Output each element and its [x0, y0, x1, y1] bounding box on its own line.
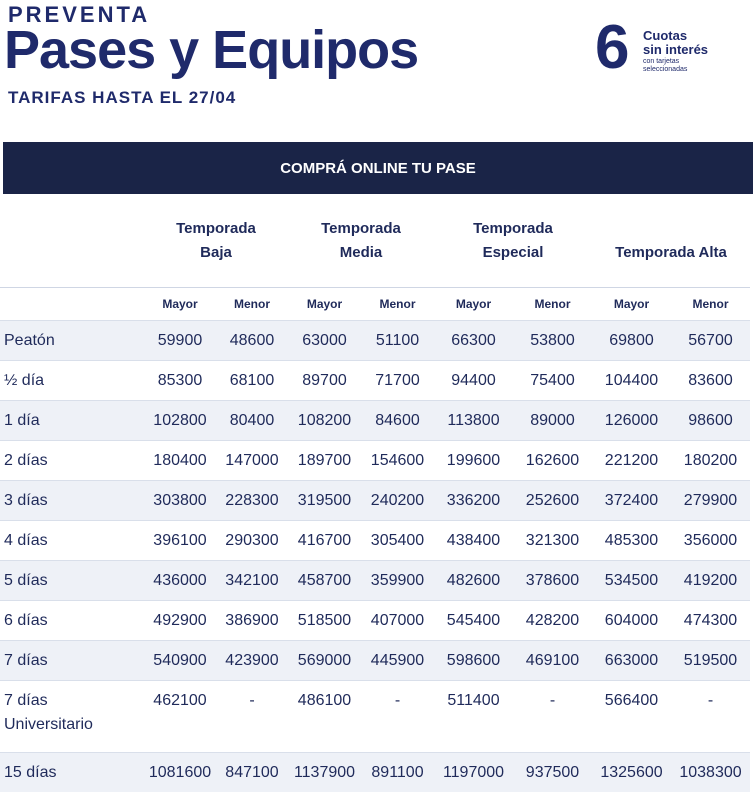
installments-promo [595, 20, 745, 90]
price-cell: 154600 [361, 441, 434, 481]
price-cell: 89700 [288, 361, 361, 401]
price-cell: 372400 [592, 481, 671, 521]
price-cell: 240200 [361, 481, 434, 521]
price-cell: 180200 [671, 441, 750, 481]
row-label: Peatón [0, 321, 144, 361]
age-header: Mayor [434, 288, 513, 321]
price-cell: 419200 [671, 561, 750, 601]
table-row [0, 641, 750, 681]
price-cell: 303800 [144, 481, 216, 521]
price-cell: 342100 [216, 561, 288, 601]
price-cell: 569000 [288, 641, 361, 681]
price-cell: 407000 [361, 601, 434, 641]
promo-line-4: seleccionadas [643, 66, 687, 73]
price-cell: 319500 [288, 481, 361, 521]
price-cell: 75400 [513, 361, 592, 401]
table-row [0, 401, 750, 441]
table-row [0, 521, 750, 561]
price-cell: 252600 [513, 481, 592, 521]
promo-number: 6 [595, 16, 629, 80]
price-cell: 126000 [592, 401, 671, 441]
price-cell: 428200 [513, 601, 592, 641]
price-cell: 89000 [513, 401, 592, 441]
price-cell: 83600 [671, 361, 750, 401]
price-cell: 462100 [144, 681, 216, 753]
row-label: 3 días [0, 481, 144, 521]
price-cell: 604000 [592, 601, 671, 641]
table-row [0, 361, 750, 401]
table-row [0, 481, 750, 521]
row-label: 4 días [0, 521, 144, 561]
price-cell: 937500 [513, 753, 592, 792]
price-cell: - [216, 681, 288, 753]
age-header: Mayor [592, 288, 671, 321]
price-cell: 71700 [361, 361, 434, 401]
price-cell: 445900 [361, 641, 434, 681]
price-cell: 84600 [361, 401, 434, 441]
age-header: Mayor [288, 288, 361, 321]
price-cell: 189700 [288, 441, 361, 481]
header-subtitle: TARIFAS HASTA EL 27/04 [8, 88, 236, 108]
price-cell: 486100 [288, 681, 361, 753]
price-cell: 305400 [361, 521, 434, 561]
price-cell: 113800 [434, 401, 513, 441]
price-cell: 290300 [216, 521, 288, 561]
price-cell: 534500 [592, 561, 671, 601]
age-header: Mayor [144, 288, 216, 321]
season-header-baja: Temporada Baja [144, 195, 288, 288]
price-cell: 566400 [592, 681, 671, 753]
price-cell: 423900 [216, 641, 288, 681]
price-cell: 485300 [592, 521, 671, 561]
price-cell: 519500 [671, 641, 750, 681]
age-header: Menor [361, 288, 434, 321]
price-cell: 1081600 [144, 753, 216, 792]
price-cell: 102800 [144, 401, 216, 441]
age-header: Menor [513, 288, 592, 321]
price-cell: 359900 [361, 561, 434, 601]
price-cell: 321300 [513, 521, 592, 561]
price-cell: 147000 [216, 441, 288, 481]
price-cell: 51100 [361, 321, 434, 361]
price-cell: 482600 [434, 561, 513, 601]
price-cell: 891100 [361, 753, 434, 792]
price-cell: 847100 [216, 753, 288, 792]
price-cell: 1137900 [288, 753, 361, 792]
price-cell: 94400 [434, 361, 513, 401]
buy-online-button[interactable]: COMPRÁ ONLINE TU PASE [3, 142, 753, 194]
page-title: Pases y Equipos [4, 20, 418, 80]
row-label: 5 días [0, 561, 144, 601]
price-cell: 438400 [434, 521, 513, 561]
price-cell: 663000 [592, 641, 671, 681]
price-cell: 458700 [288, 561, 361, 601]
price-cell: 598600 [434, 641, 513, 681]
price-cell: 1197000 [434, 753, 513, 792]
row-label: 1 día [0, 401, 144, 441]
table-row [0, 321, 750, 361]
price-cell: 56700 [671, 321, 750, 361]
price-cell: 469100 [513, 641, 592, 681]
price-cell: 356000 [671, 521, 750, 561]
table-row [0, 753, 750, 792]
table-row [0, 561, 750, 601]
price-cell: 1325600 [592, 753, 671, 792]
row-label: 7 días Universitario [0, 681, 144, 753]
season-header-alta: Temporada Alta [592, 195, 750, 288]
price-cell: 228300 [216, 481, 288, 521]
price-cell: 378600 [513, 561, 592, 601]
price-cell: 492900 [144, 601, 216, 641]
price-cell: - [671, 681, 750, 753]
price-cell: 199600 [434, 441, 513, 481]
table-row [0, 681, 750, 753]
age-header-row [0, 288, 750, 321]
row-label: 6 días [0, 601, 144, 641]
season-header-especial: Temporada Especial [434, 195, 592, 288]
price-cell: 80400 [216, 401, 288, 441]
price-cell: 279900 [671, 481, 750, 521]
price-cell: 104400 [592, 361, 671, 401]
price-cell: 180400 [144, 441, 216, 481]
season-header-media: Temporada Media [288, 195, 434, 288]
price-cell: 85300 [144, 361, 216, 401]
price-cell: 68100 [216, 361, 288, 401]
price-cell: - [513, 681, 592, 753]
price-cell: 221200 [592, 441, 671, 481]
promo-line-2: sin interés [643, 42, 708, 57]
promo-line-1: Cuotas [643, 28, 687, 43]
price-cell: 162600 [513, 441, 592, 481]
corner-cell [0, 288, 144, 321]
price-cell: 511400 [434, 681, 513, 753]
price-cell: 69800 [592, 321, 671, 361]
row-label: 2 días [0, 441, 144, 481]
header-kicker: PREVENTA [8, 2, 150, 28]
age-header: Menor [216, 288, 288, 321]
promo-line-3: con tarjetas [643, 58, 679, 65]
price-cell: 48600 [216, 321, 288, 361]
price-cell: 336200 [434, 481, 513, 521]
table-row [0, 601, 750, 641]
price-cell: 545400 [434, 601, 513, 641]
row-label: ½ día [0, 361, 144, 401]
season-header-row [0, 195, 750, 288]
corner-cell [0, 195, 144, 288]
row-label: 7 días [0, 641, 144, 681]
row-label: 15 días [0, 753, 144, 792]
price-cell: 396100 [144, 521, 216, 561]
price-cell: 108200 [288, 401, 361, 441]
price-cell: 59900 [144, 321, 216, 361]
price-cell: 474300 [671, 601, 750, 641]
price-cell: 386900 [216, 601, 288, 641]
price-cell: 63000 [288, 321, 361, 361]
price-cell: 1038300 [671, 753, 750, 792]
price-cell: 518500 [288, 601, 361, 641]
price-cell: 66300 [434, 321, 513, 361]
price-cell: 436000 [144, 561, 216, 601]
price-cell: 540900 [144, 641, 216, 681]
price-cell: 98600 [671, 401, 750, 441]
price-cell: - [361, 681, 434, 753]
table-row [0, 441, 750, 481]
age-header: Menor [671, 288, 750, 321]
price-table [0, 195, 750, 792]
price-cell: 416700 [288, 521, 361, 561]
price-cell: 53800 [513, 321, 592, 361]
